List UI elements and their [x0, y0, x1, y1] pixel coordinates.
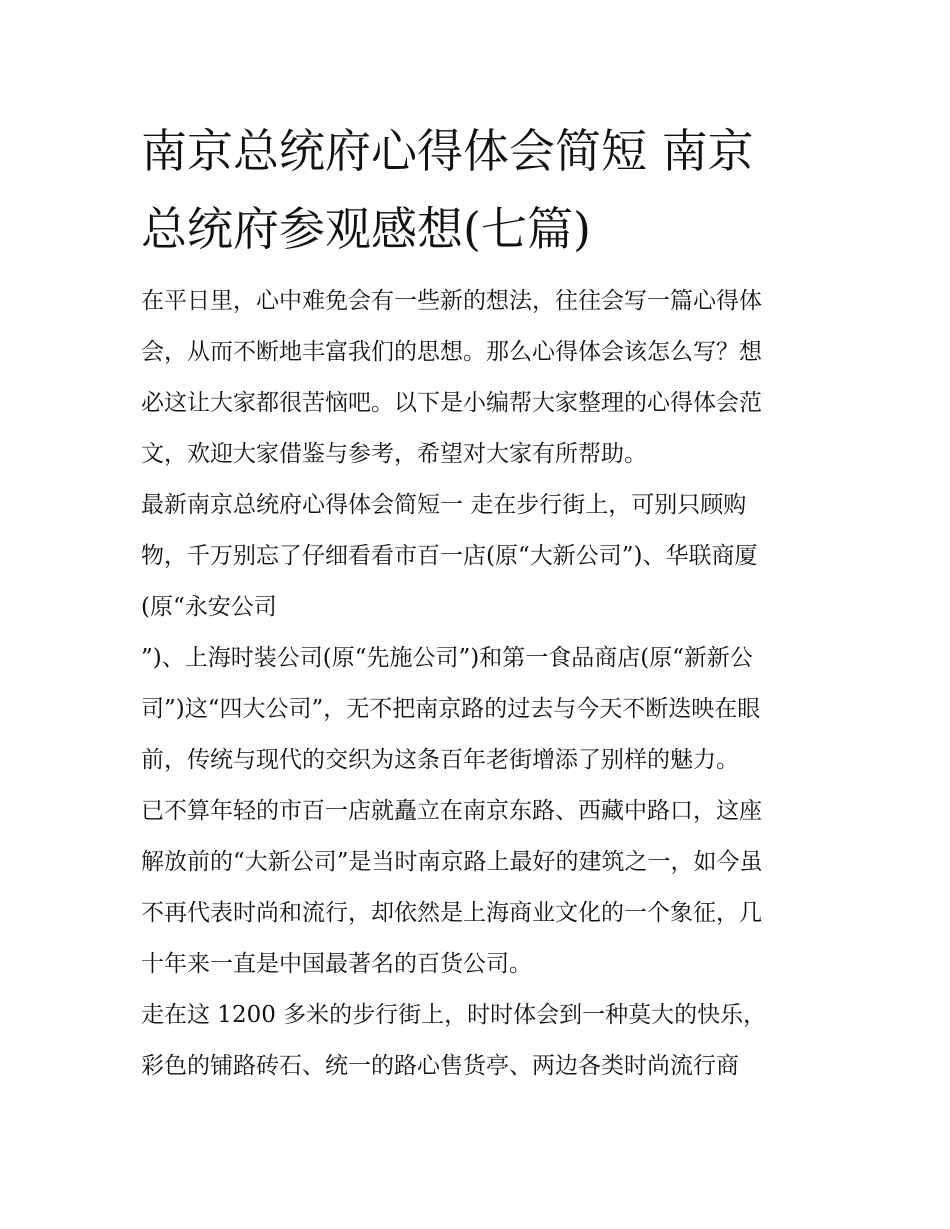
title-line-2: 总统府参观感想(七篇) [141, 202, 591, 256]
text-line: 已不算年轻的市百一店就矗立在南京东路、西藏中路口，这座 [141, 798, 762, 824]
document-title [141, 112, 841, 268]
text-line: 最新南京总统府心得体会简短一 走在步行街上，可别只顾购 [141, 492, 747, 518]
paragraph-essay-1-intro [141, 480, 821, 786]
text-line: 文，欢迎大家借鉴与参考，希望对大家有所帮助。 [141, 441, 647, 467]
document-body [141, 276, 821, 1092]
text-line: 前，传统与现代的交织为这条百年老街增添了别样的魅力。 [141, 747, 739, 773]
text-line: 在平日里，心中难免会有一些新的想法，往往会写一篇心得体 [141, 288, 762, 314]
text-line: 会，从而不断地丰富我们的思想。那么心得体会该怎么写？想 [141, 339, 762, 365]
text-line: 必这让大家都很苦恼吧。以下是小编帮大家整理的心得体会范 [141, 390, 762, 416]
text-line: 不再代表时尚和流行，却依然是上海商业文化的一个象征，几 [141, 900, 762, 926]
paragraph-walking-street [141, 990, 821, 1092]
text-line: 走在这 1200 多米的步行街上，时时体会到一种莫大的快乐， [141, 1002, 767, 1028]
title-line-1: 南京总统府心得体会简短 南京 [141, 124, 754, 178]
text-line: 十年来一直是中国最著名的百货公司。 [141, 951, 532, 977]
text-line: (原“永安公司 [141, 594, 277, 620]
text-line: 物，千万别忘了仔细看看市百一店(原“大新公司”)、华联商厦 [141, 543, 758, 569]
paragraph-store-history [141, 786, 821, 990]
text-line: ”)、上海时装公司(原“先施公司”)和第一食品商店(原“新新公 [141, 645, 753, 671]
text-line: 彩色的铺路砖石、统一的路心售货亭、两边各类时尚流行商 [141, 1053, 739, 1079]
text-line: 解放前的“大新公司”是当时南京路上最好的建筑之一，如今虽 [141, 849, 763, 875]
paragraph-intro [141, 276, 821, 480]
text-line: 司”)这“四大公司”，无不把南京路的过去与今天不断迭映在眼 [141, 696, 761, 722]
